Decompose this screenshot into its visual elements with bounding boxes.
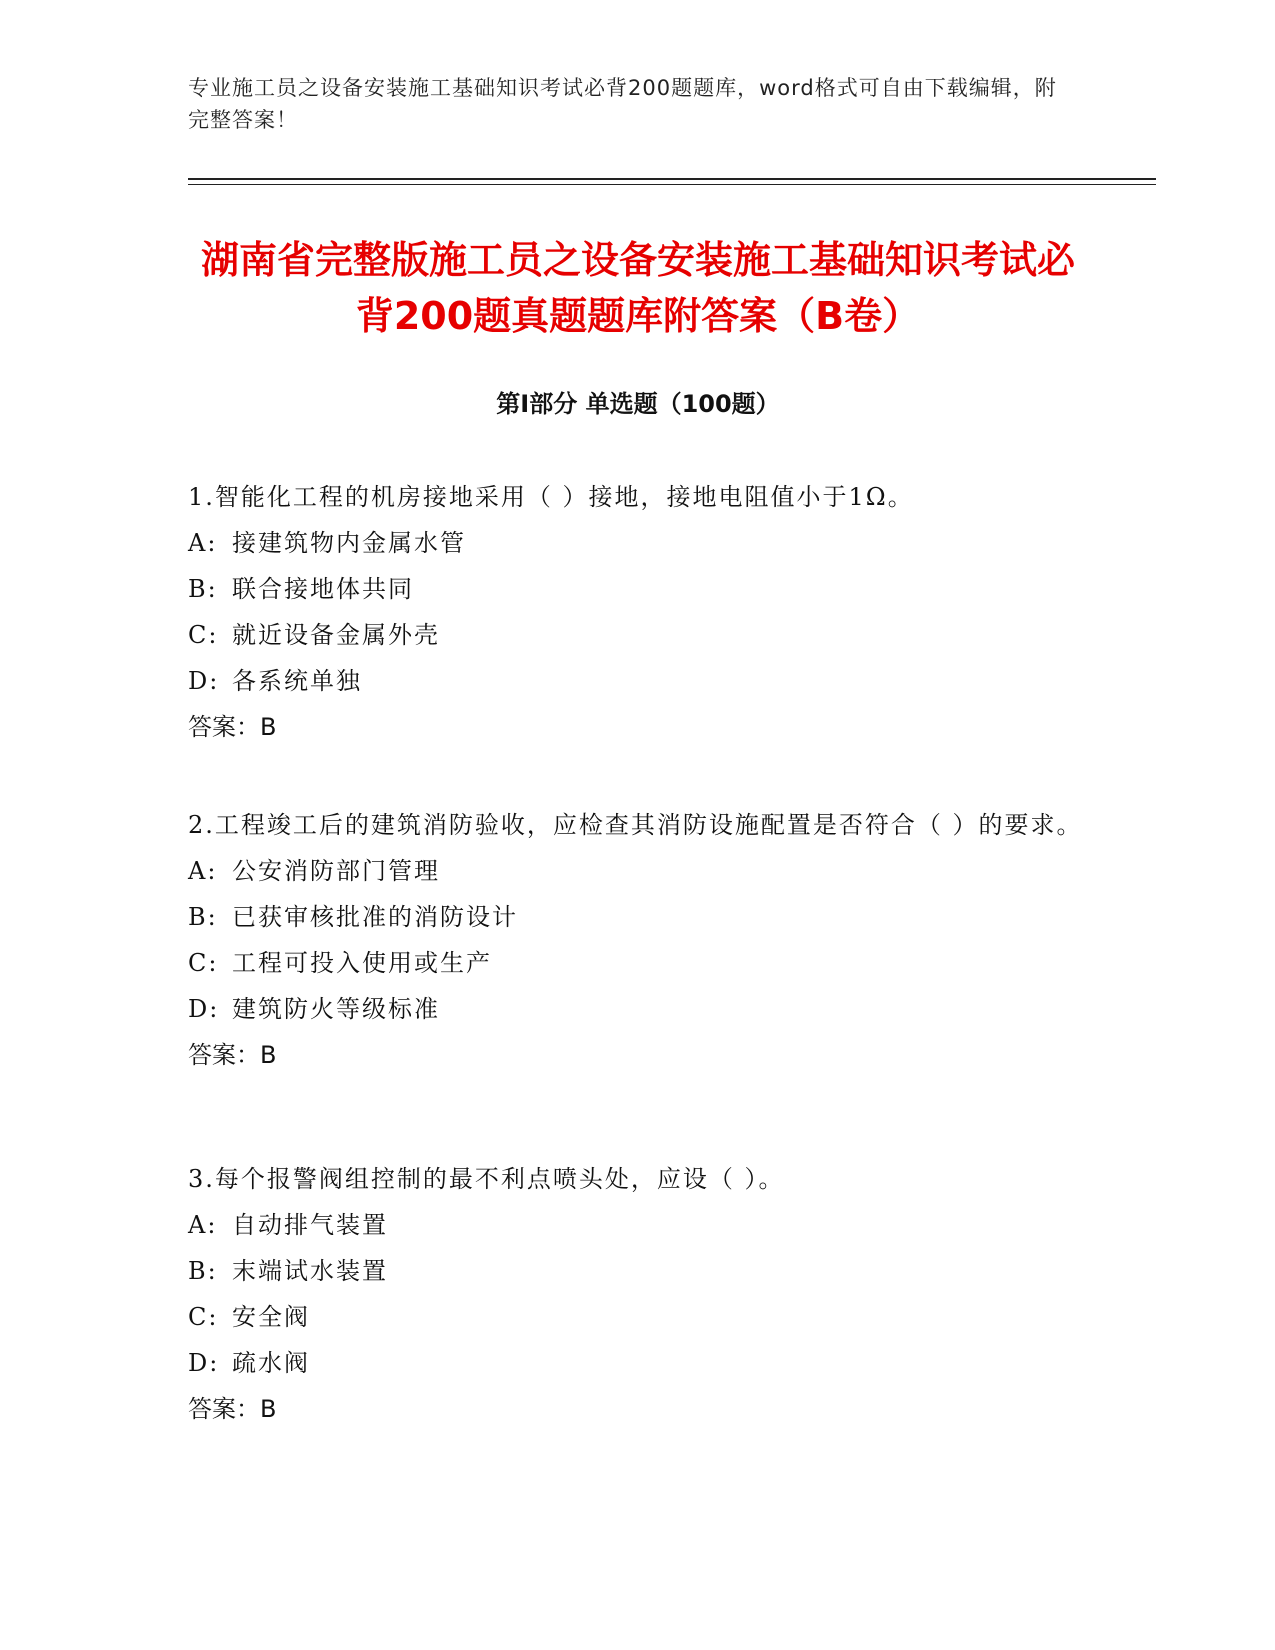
option-text: 公安消防部门管理: [232, 857, 440, 885]
option-text: 已获审核批准的消防设计: [232, 903, 518, 931]
option-text: 自动排气装置: [232, 1211, 388, 1239]
option-key: B:: [188, 575, 218, 603]
option-text: 各系统单独: [232, 667, 362, 695]
header-divider-thin: [188, 184, 1156, 185]
option-b: [188, 894, 1088, 940]
option-d: [188, 1340, 1088, 1386]
question-text: 1.智能化工程的机房接地采用（ ）接地，接地电阻值小于1Ω。: [188, 483, 914, 511]
option-text: 就近设备金属外壳: [232, 621, 440, 649]
option-key: C:: [188, 1303, 219, 1331]
option-key: D:: [188, 995, 220, 1023]
option-key: D:: [188, 667, 220, 695]
option-text: 工程可投入使用或生产: [232, 949, 492, 977]
option-text: 联合接地体共同: [232, 575, 414, 603]
document-title: 湖南省完整版施工员之设备安装施工基础知识考试必背200题真题题库附答案（B卷）: [200, 238, 1075, 338]
question-text: 3.每个报警阀组控制的最不利点喷头处，应设（ ）。: [188, 1165, 785, 1193]
option-text: 末端试水装置: [232, 1257, 388, 1285]
question-item: [188, 802, 1088, 1078]
document-header-note: 专业施工员之设备安装施工基础知识考试必背200题题库，word格式可自由下载编辑，附完整答案！: [188, 76, 1057, 132]
question-item: [188, 474, 1088, 750]
question-item: [188, 1156, 1088, 1432]
option-b: [188, 566, 1088, 612]
option-d: [188, 658, 1088, 704]
option-key: D:: [188, 1349, 220, 1377]
option-a: [188, 848, 1088, 894]
option-d: [188, 986, 1088, 1032]
option-key: C:: [188, 621, 219, 649]
option-key: B:: [188, 1257, 218, 1285]
option-a: [188, 520, 1088, 566]
option-text: 接建筑物内金属水管: [232, 529, 466, 557]
option-key: C:: [188, 949, 219, 977]
option-key: A:: [188, 857, 218, 885]
option-text: 疏水阀: [232, 1349, 310, 1377]
option-key: A:: [188, 529, 218, 557]
option-a: [188, 1202, 1088, 1248]
header-divider-thick: [188, 178, 1156, 180]
answer-line: 答案：B: [188, 713, 277, 741]
option-b: [188, 1248, 1088, 1294]
option-key: B:: [188, 903, 218, 931]
answer-line: 答案：B: [188, 1395, 277, 1423]
option-text: 安全阀: [232, 1303, 310, 1331]
option-text: 建筑防火等级标准: [232, 995, 440, 1023]
option-c: [188, 1294, 1088, 1340]
section-title: 第Ⅰ部分 单选题（100题）: [496, 390, 780, 418]
question-text: 2.工程竣工后的建筑消防验收，应检查其消防设施配置是否符合（ ）的要求。: [188, 811, 1083, 839]
option-c: [188, 612, 1088, 658]
option-c: [188, 940, 1088, 986]
answer-line: 答案：B: [188, 1041, 277, 1069]
option-key: A:: [188, 1211, 218, 1239]
